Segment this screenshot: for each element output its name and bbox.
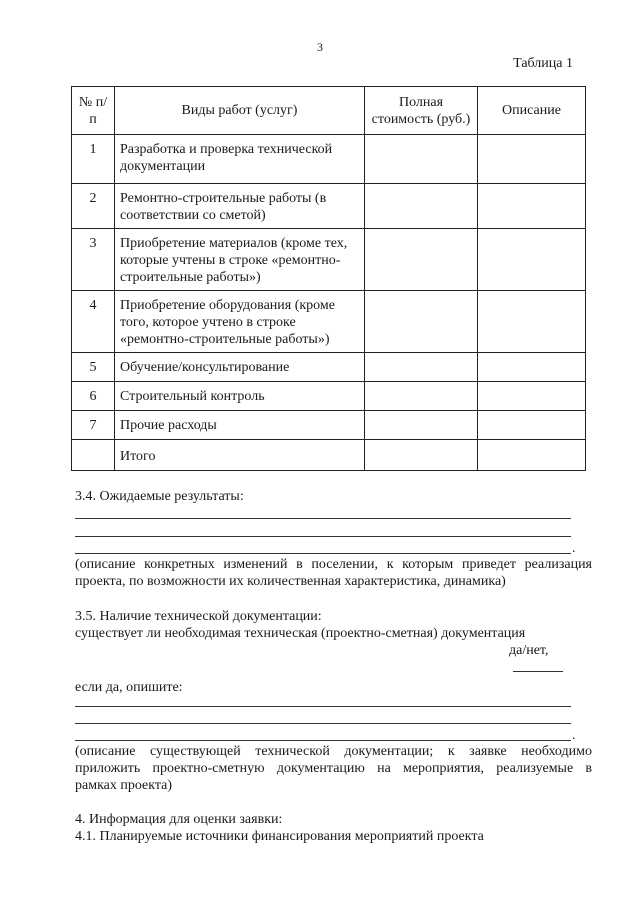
row-cost-cell[interactable] [365, 291, 478, 353]
row-num [72, 440, 115, 471]
row-description-cell[interactable] [478, 382, 586, 411]
row-num: 2 [72, 184, 115, 229]
fill-line[interactable] [75, 536, 571, 537]
row-work-name: Строительный контроль [115, 382, 365, 411]
row-description-cell[interactable] [478, 291, 586, 353]
table-header-row [72, 87, 586, 135]
row-cost-cell[interactable] [365, 184, 478, 229]
header-num: № п/п [72, 87, 115, 135]
section-3-4-note-line2: проекта, по возможности их количественная характеристика, динамика) [75, 574, 506, 589]
header-cost: Полная стоимость (руб.) [365, 87, 478, 135]
answer-hint: да/нет, [509, 643, 549, 658]
row-description-cell[interactable] [478, 353, 586, 382]
section-3-5-heading: 3.5. Наличие технической документации: [75, 609, 322, 624]
row-cost-cell[interactable] [365, 135, 478, 184]
row-description-cell[interactable] [478, 135, 586, 184]
line-end-dot: . [572, 541, 576, 556]
page-number: 3 [317, 40, 323, 54]
table-row [72, 353, 586, 382]
fill-line[interactable] [75, 723, 571, 724]
row-work-name: Ремонтно-строительные работы (в соответствии со сметой) [115, 184, 365, 229]
section-3-5-note-line1: (описание существующей технической документации; к заявке необходимо [75, 744, 592, 759]
fill-line[interactable] [75, 740, 571, 741]
table-row [72, 184, 586, 229]
table-row [72, 229, 586, 291]
row-num: 3 [72, 229, 115, 291]
row-cost-cell[interactable] [365, 411, 478, 440]
section-3-5-note-line3: рамках проекта) [75, 778, 173, 793]
section-3-5-question: существует ли необходимая техническая (проектно-сметная) документация [75, 626, 526, 641]
header-works: Виды работ (услуг) [115, 87, 365, 135]
section-3-4-heading: 3.4. Ожидаемые результаты: [75, 489, 244, 504]
table-row [72, 135, 586, 184]
row-work-name: Обучение/консультирование [115, 353, 365, 382]
header-description: Описание [478, 87, 586, 135]
fill-line[interactable] [75, 706, 571, 707]
section-3-5-note-line2: приложить проектно-сметную документацию на мероприятия, реализуемые в [75, 761, 592, 776]
row-description-cell[interactable] [478, 440, 586, 471]
row-num: 5 [72, 353, 115, 382]
row-work-name: Приобретение оборудования (кроме того, которое учтено в строке «ремонтно-строительные работы») [115, 291, 365, 353]
row-work-name: Приобретение материалов (кроме тех, которые учтены в строке «ремонтно-строительные работы») [115, 229, 365, 291]
table-label: Таблица 1 [513, 56, 573, 71]
works-table [71, 86, 586, 471]
row-description-cell[interactable] [478, 411, 586, 440]
row-cost-cell[interactable] [365, 353, 478, 382]
row-cost-cell[interactable] [365, 440, 478, 471]
row-num: 6 [72, 382, 115, 411]
row-description-cell[interactable] [478, 229, 586, 291]
answer-fill-line[interactable] [513, 671, 563, 672]
row-description-cell[interactable] [478, 184, 586, 229]
fill-line[interactable] [75, 553, 571, 554]
table-row [72, 382, 586, 411]
row-cost-cell[interactable] [365, 382, 478, 411]
row-work-name: Прочие расходы [115, 411, 365, 440]
table-row [72, 411, 586, 440]
table-row [72, 291, 586, 353]
if-yes-label: если да, опишите: [75, 680, 183, 695]
row-work-name: Разработка и проверка технической документации [115, 135, 365, 184]
table-total-row [72, 440, 586, 471]
line-end-dot: . [572, 728, 576, 743]
row-total-label: Итого [115, 440, 365, 471]
row-num: 7 [72, 411, 115, 440]
row-num: 4 [72, 291, 115, 353]
section-4-heading: 4. Информация для оценки заявки: [75, 812, 283, 827]
section-4-1-heading: 4.1. Планируемые источники финансирования мероприятий проекта [75, 829, 484, 844]
section-3-4-note-line1: (описание конкретных изменений в поселении, к которым приведет реализация [75, 557, 592, 572]
row-cost-cell[interactable] [365, 229, 478, 291]
row-num: 1 [72, 135, 115, 184]
fill-line[interactable] [75, 518, 571, 519]
